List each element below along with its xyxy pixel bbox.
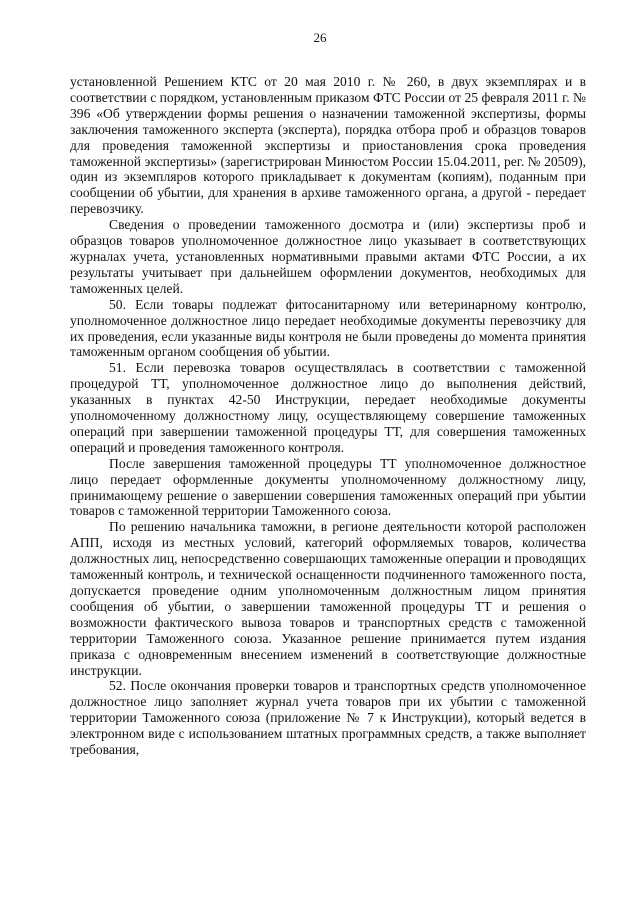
- paragraph-after-transit-completion: После завершения таможенной процедуры ТТ уполномоченное должностное лицо передает оформленные документы уполномоченному должностному лицу, принимающему решение о завершении совершения таможенных операций при убытии товаров с таможенной территории Таможенного союза.: [70, 455, 586, 519]
- paragraph-continuation: установленной Решением КТС от 20 мая 2010 г. № 260, в двух экземплярах и в соответствии с порядком, установленным приказом ФТС России от 25 февраля 2011 г. № 396 «Об утверждении формы решения о назначении таможенной экспертизы, формы заключения таможенного эксперта (эксперта), порядка отбора проб и образцов товаров для проведения таможенной экспертизы и приостановления срока проведения таможенной экспертизы» (зарегистрирован Минюстом России 15.04.2011, рег. № 20509), один из экземпляров которого прикладывает к документам (копиям), поданным при сообщении об убытии, для хранения в архиве таможенного органа, а другой - передает перевозчику.: [70, 74, 586, 217]
- document-body: [70, 74, 586, 758]
- paragraph-inspection-records: Сведения о проведении таможенного досмотра и (или) экспертизы проб и образцов товаров уполномоченное должностное лицо указывает в соответствующих журналах учета, установленных нормативными правыми актами ФТС России, а их результаты учитывает при дальнейшем оформлении документов, необходимых для таможенных целей.: [70, 217, 586, 296]
- paragraph-50-phytosanitary-control: 50. Если товары подлежат фитосанитарному или ветеринарному контролю, уполномоченное должностное лицо передает необходимые документы перевозчику для их проведения, если указанные виды контроля не были проведены до момента принятия таможенным органом сообщения об убытии.: [70, 296, 586, 360]
- paragraph-customs-head-decision: По решению начальника таможни, в регионе деятельности которой расположен АПП, исходя из местных условий, категорий оформляемых товаров, количества должностных лиц, непосредственно совершающих таможенные операции и проводящих таможенный контроль, и технической оснащенности подчиненного таможенного поста, допускается проведение одним уполномоченным должностным лицом принятия сообщения об убытии, о завершении таможенной процедуры ТТ и решения о возможности фактического вывоза товаров и транспортных средств с таможенной территории Таможенного союза. Указанное решение принимается путем издания приказа с одновременным внесением изменений в соответствующие должностные инструкции.: [70, 519, 586, 678]
- page-number: 26: [313, 30, 327, 45]
- paragraph-52-record-journal: 52. После окончания проверки товаров и транспортных средств уполномоченное должностное лицо заполняет журнал учета товаров при их убытии с таможенной территории Таможенного союза (приложение № 7 к Инструкции), который ведется в электронном виде с использованием штатных программных средств, а также выполняет требования,: [70, 678, 586, 758]
- paragraph-51-customs-transit: 51. Если перевозка товаров осуществлялась в соответствии с таможенной процедурой ТТ, уполномоченное должностное лицо до выполнения действий, указанных в пунктах 42-50 Инструкции, передает необходимые документы уполномоченному должностному лицу, осуществляющему совершение таможенных операций при завершении таможенной процедуры ТТ, для совершения таможенных операций и проведения таможенного контроля.: [70, 360, 586, 455]
